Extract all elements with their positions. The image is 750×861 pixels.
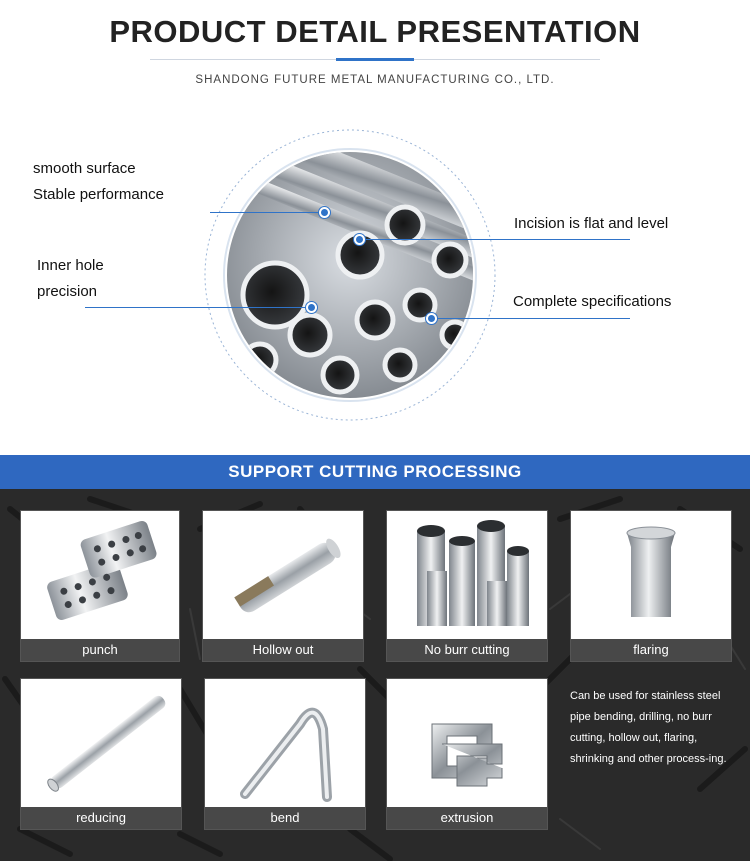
process-label-flaring: flaring [571, 639, 731, 661]
section-title: SUPPORT CUTTING PROCESSING [228, 462, 522, 481]
process-card-extrusion [386, 678, 548, 830]
page-title: PRODUCT DETAIL PRESENTATION [109, 14, 641, 49]
feature-stable-performance: Stable performance [33, 186, 164, 203]
process-label-no-burr-cutting: No burr cutting [387, 639, 547, 661]
reducing-image [21, 679, 181, 809]
callout-line-incision [360, 239, 630, 240]
flaring-image [571, 511, 731, 641]
callout-dot-incision [354, 234, 365, 245]
process-card-no-burr-cutting [386, 510, 548, 662]
process-card-punch [20, 510, 180, 662]
company-name: SHANDONG FUTURE METAL MANUFACTURING CO., LTD. [195, 74, 555, 86]
process-card-hollow-out [202, 510, 364, 662]
feature-incision: Incision is flat and level [514, 215, 669, 232]
feature-specifications: Complete specifications [513, 293, 672, 310]
hollow-out-image [203, 511, 363, 641]
process-label-bend: bend [205, 807, 365, 829]
feature-precision: precision [37, 283, 98, 300]
callout-dot-inner-hole [306, 302, 317, 313]
callout-dot-specifications [426, 313, 437, 324]
process-label-punch: punch [21, 639, 179, 661]
callout-line-inner-hole [85, 307, 312, 308]
pipe-bundle-image [200, 125, 500, 425]
process-card-bend [204, 678, 366, 830]
processing-note: Can be used for stainless steel pipe bending, drilling, no burr cutting, hollow out, flaring, shrinking and other process-ing. [570, 690, 727, 765]
extrusion-image [387, 679, 547, 809]
feature-smooth-surface: smooth surface [33, 160, 136, 177]
punch-image [21, 511, 179, 641]
callout-line-surface [210, 212, 325, 213]
process-label-reducing: reducing [21, 807, 181, 829]
process-label-extrusion: extrusion [387, 807, 547, 829]
process-card-reducing [20, 678, 182, 830]
process-label-hollow-out: Hollow out [203, 639, 363, 661]
bend-image [205, 679, 365, 809]
no-burr-cutting-image [387, 511, 547, 641]
callout-dot-surface [319, 207, 330, 218]
feature-inner-hole: Inner hole [37, 257, 104, 274]
process-card-flaring [570, 510, 732, 662]
title-divider-accent [336, 58, 414, 61]
callout-line-specifications [432, 318, 630, 319]
